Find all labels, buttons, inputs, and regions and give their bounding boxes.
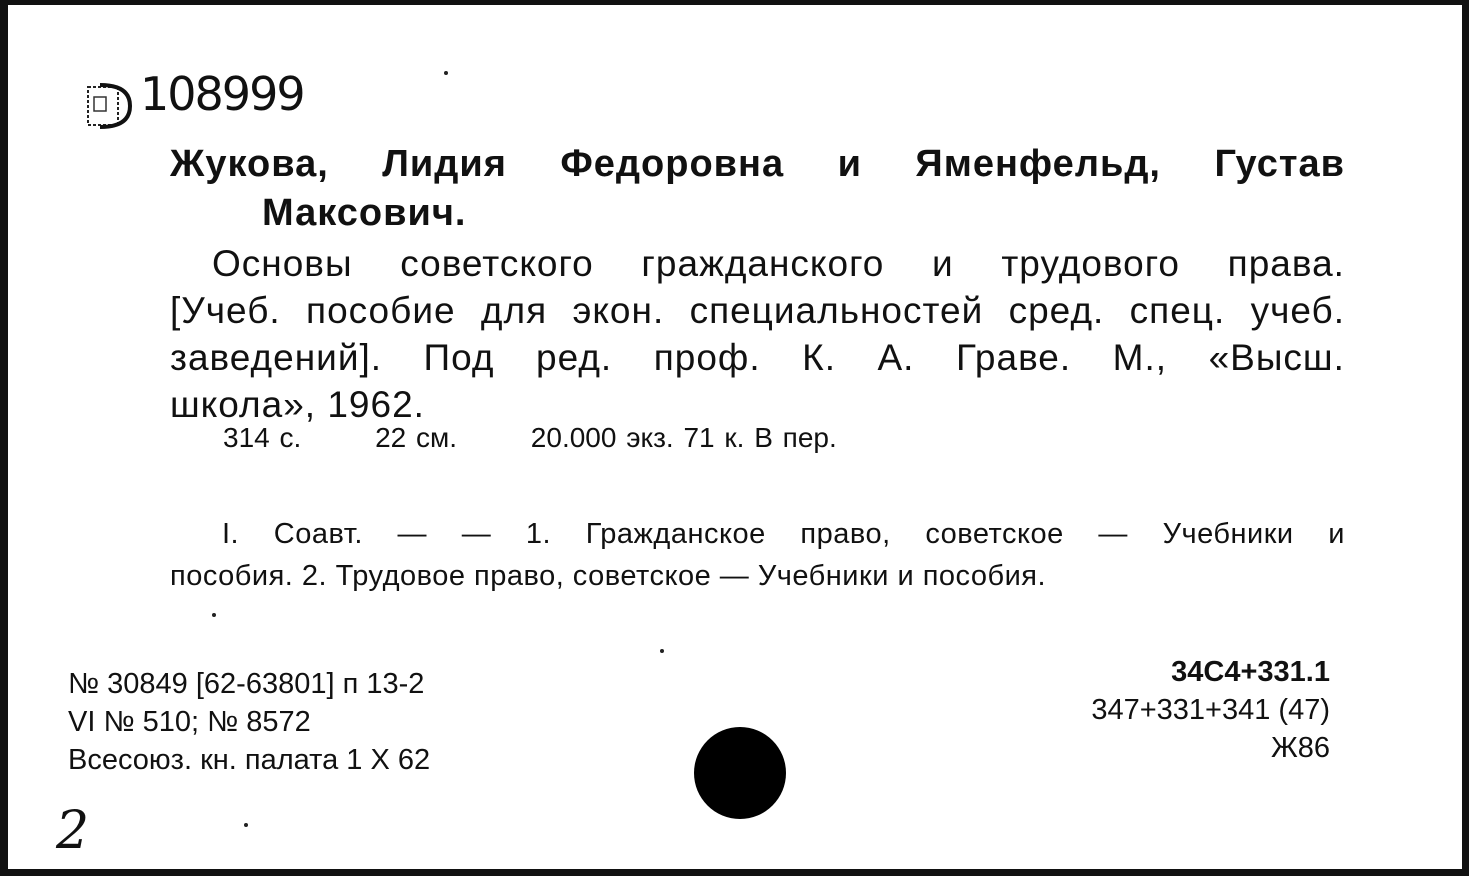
title-line xyxy=(170,334,1345,381)
tracing-line-last: пособия. 2. Трудовое право, советское — Учебники и пособия. xyxy=(170,560,1047,592)
classification-line: 347+331+341 (47) xyxy=(1091,694,1330,726)
tracing-line xyxy=(170,513,1345,555)
classification-block xyxy=(1091,653,1330,767)
copies-price: 20.000 экз. 71 к. В пер. xyxy=(530,422,837,453)
word: А. xyxy=(877,337,915,378)
speck xyxy=(244,823,248,827)
author-heading-line xyxy=(170,143,1345,186)
classification-line: 34С4+331.1 xyxy=(1171,656,1330,688)
inventory-number: 108999 xyxy=(140,67,304,121)
word: пособие xyxy=(306,290,456,331)
punch-hole xyxy=(694,727,786,819)
size: 22 см. xyxy=(375,422,458,453)
word: и xyxy=(1328,518,1345,550)
imprint-line: VI № 510; № 8572 xyxy=(68,706,311,738)
word: Граве. xyxy=(955,337,1072,378)
word: заведений]. xyxy=(170,337,383,378)
title-line-last: школа», 1962. xyxy=(170,384,425,425)
word: Под xyxy=(423,337,495,378)
title-line xyxy=(170,240,1345,287)
word: учеб. xyxy=(1250,290,1345,331)
word: трудового xyxy=(1001,243,1180,284)
tracings xyxy=(170,513,1345,597)
collation-line xyxy=(223,422,901,454)
word: сред. xyxy=(1008,290,1105,331)
author-heading xyxy=(170,143,1345,235)
word: гражданского xyxy=(641,243,885,284)
word: «Высш. xyxy=(1208,337,1345,378)
imprint-block xyxy=(68,665,430,779)
imprint-line: Всесоюз. кн. палата 1 X 62 xyxy=(68,744,431,776)
word: спец. xyxy=(1129,290,1226,331)
word: специальностей xyxy=(689,290,984,331)
word: советского xyxy=(400,243,594,284)
word: Лидия xyxy=(382,143,507,185)
pages: 314 с. xyxy=(223,422,302,453)
word: К. xyxy=(802,337,836,378)
word: проф. xyxy=(653,337,761,378)
library-stamp-icon xyxy=(86,79,132,131)
word: Учебники xyxy=(1162,518,1294,550)
word: экон. xyxy=(572,290,665,331)
word: Соавт. xyxy=(273,518,363,550)
word: Гражданское xyxy=(585,518,766,550)
word: права. xyxy=(1227,243,1345,284)
word: советское xyxy=(925,518,1064,550)
word: М., xyxy=(1112,337,1168,378)
word: 1. xyxy=(525,518,552,550)
word: — xyxy=(1098,518,1128,550)
title-line xyxy=(170,287,1345,334)
speck xyxy=(660,649,664,653)
handwritten-mark: 2 xyxy=(56,801,90,861)
author-mark: Ж86 xyxy=(1270,732,1330,764)
word: [Учеб. xyxy=(170,290,281,331)
imprint-line: № 30849 [62-63801] п 13-2 xyxy=(68,668,425,700)
word: Густав xyxy=(1214,143,1345,185)
word: и xyxy=(932,243,954,284)
word: для xyxy=(480,290,548,331)
word: Яменфельд, xyxy=(915,143,1161,185)
word: — xyxy=(461,518,492,550)
speck xyxy=(444,71,448,75)
title-block xyxy=(170,240,1345,428)
word: право, xyxy=(800,518,891,550)
word: — xyxy=(397,518,428,550)
word: Федоровна xyxy=(560,143,785,185)
word: Жукова, xyxy=(170,143,329,185)
word: I. xyxy=(222,518,240,550)
author-heading-continuation: Максович. xyxy=(262,192,467,234)
word: ред. xyxy=(536,337,613,378)
word: Основы xyxy=(212,243,353,284)
speck xyxy=(212,613,216,617)
word: и xyxy=(837,143,862,185)
